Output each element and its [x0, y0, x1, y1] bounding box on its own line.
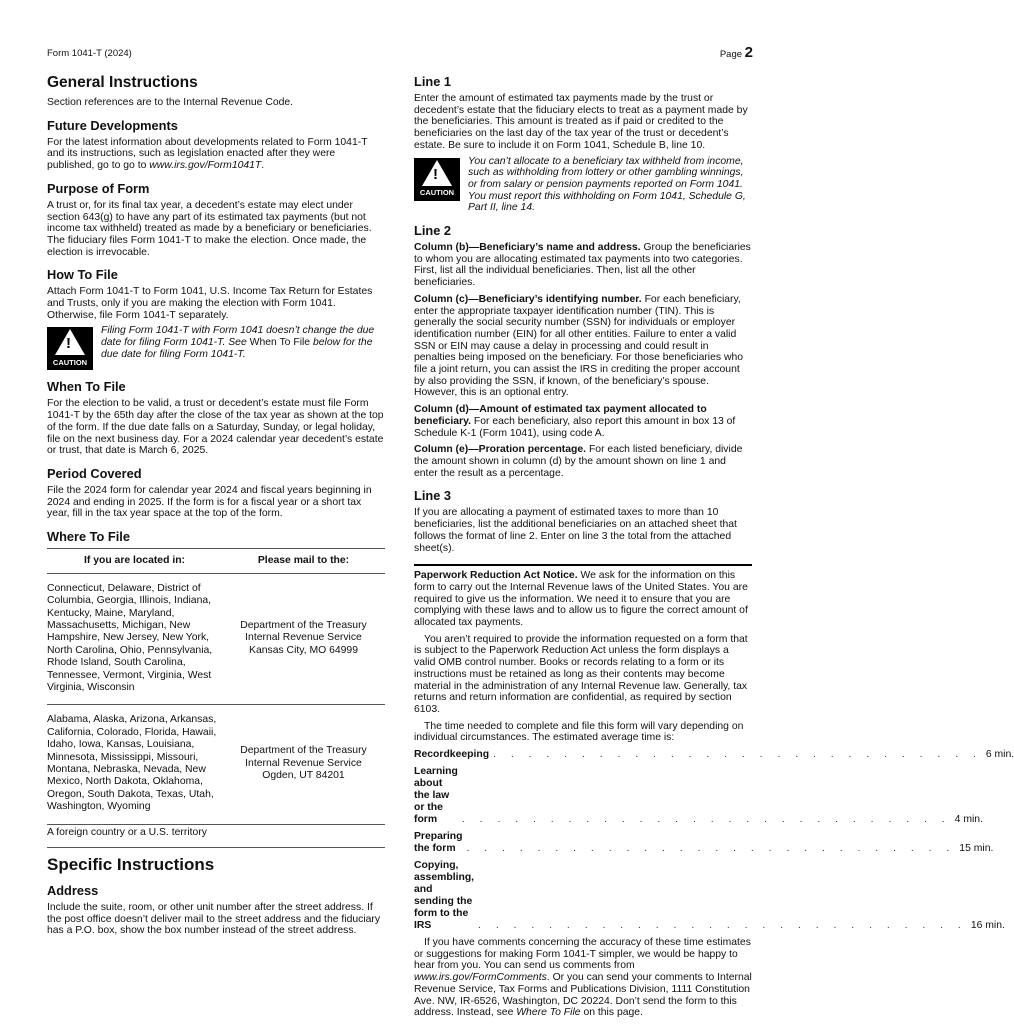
pra-paragraph-2: You aren’t required to provide the information requested on a form that is subject to the Paperwork Reduction Act unless the form displays a valid OMB control number. Books or records relating to a form or its instructions must be retained as long as their contents may become material in the administration of any Internal Revenue law. Generally, tax returns and return information are confidential, as required by section 6103.	[414, 633, 748, 715]
comments-url-link[interactable]: www.irs.gov/FormComments	[414, 972, 547, 984]
general-instructions-heading: General Instructions	[47, 74, 198, 91]
caution-icon: ! CAUTION	[414, 158, 460, 201]
address-heading: Address	[47, 883, 99, 899]
states-cell: Connecticut, Delaware, District of Columbia, Georgia, Illinois, Indiana, Kentucky, Maine, Maryland, Massachusetts, Michigan, New Hampshire, New Jersey, New York, North Carolina, Ohio, Pennsylvania, Rhode Island, South Carolina, Tennessee, Vermont, Virginia, West Virginia, Wisconsin	[47, 573, 222, 705]
line1-heading: Line 1	[414, 74, 451, 89]
caution-note: Filing Form 1041-T with Form 1041 doesn’t change the due date for filing Form 1041-T. See When To File below for the due date for filing Form 1041-T.	[101, 325, 375, 360]
address-cell: Department of the Treasury Internal Revenue Service Kansas City, MO 64999	[222, 573, 385, 705]
foreign-cell: A foreign country or a U.S. territory	[47, 826, 207, 838]
when-to-file-text: For the election to be valid, a trust or decedent’s estate must file Form 1041-T by the 65th day after the close of the tax year as shown at the top of the form. If the due date falls on a Saturday, Sunday, or legal holiday, file on the next business day. For a 2024 calendar year decedent’s estate or trust, that date is March 6, 2025.	[47, 398, 384, 457]
line1-text: Enter the amount of estimated tax payments made by the trust or decedent’s estate that the fiduciary elects to treat as a payment made by the beneficiaries. This amount is treated as if paid or credited to the beneficiaries on the last day of the tax year of the trust or decedent’s estate. Be sure to include it on Form 1041, Schedule B, line 10.	[414, 93, 748, 151]
purpose-text: A trust or, for its final tax year, a decedent’s estate may elect under section 643(g) to have any part of its estimated tax payments (but not income tax withheld) treated as made by a beneficiary or beneficiaries. The fiduciary files Form 1041-T to make the election. Once made, the election is irrevocable.	[47, 199, 372, 258]
address-text: Include the suite, room, or other unit number after the street address. If the post office doesn’t deliver mail to the street address and the fiduciary has a P.O. box, show the box number instead of the street address.	[47, 902, 381, 937]
left-column	[47, 70, 385, 941]
table-row	[47, 705, 385, 824]
caution-note: You can’t allocate to a beneficiary tax withheld from income, such as withholding from lottery or other gambling winnings, or from salary or pension payments reported on Form 1041. You must report this withholding on Form 1041, Schedule G, Part II, line 14.	[468, 155, 746, 214]
how-to-file-text: Attach Form 1041-T to Form 1041, U.S. Income Tax Return for Estates and Trusts, only if you are making the election with Form 1041. Otherwise, file Form 1041-T separately.	[47, 286, 373, 321]
line3-heading: Line 3	[414, 488, 451, 504]
mailing-address-table	[47, 548, 385, 847]
states-cell: Alabama, Alaska, Arizona, Arkansas, California, Colorado, Florida, Hawaii, Idaho, Iowa, Kansas, Louisiana, Minnesota, Mississippi, Missouri, Montana, Nebraska, Nevada, New Mexico, North Dakota, Oklahoma, Oregon, South Dakota, Texas, Utah, Washington, Wyoming	[47, 705, 222, 824]
caution-block	[47, 325, 385, 370]
caution-block	[414, 156, 752, 215]
address-cell: Department of the Treasury Internal Revenue Service Ogden, UT 84201	[222, 705, 385, 824]
column-header-located: If you are located in:	[47, 549, 222, 574]
general-instructions-text: Section references are to the Internal Revenue Code.	[47, 97, 294, 108]
table-row	[47, 824, 385, 847]
when-to-file-heading: When To File	[47, 379, 126, 395]
where-to-file-heading: Where To File	[47, 529, 130, 545]
column-d-text: Column (d)—Amount of estimated tax payment allocated to beneficiary. For each beneficiary, also report this amount in box 13 of Schedule K-1 (Form 1041), using code A.	[414, 404, 736, 439]
column-b-text: Column (b)—Beneficiary’s name and address. Group the beneficiaries to whom you are allocating estimated tax payments into two categories. First, list all the individual beneficiaries. Then, list all the other beneficiaries.	[414, 242, 751, 289]
column-header-mail: Please mail to the:	[222, 549, 385, 574]
caution-icon: ! CAUTION	[47, 327, 93, 370]
line2-heading: Line 2	[414, 223, 451, 239]
pra-text: Paperwork Reduction Act Notice. We ask for the information on this form to carry out the Internal Revenue laws of the United States. You are required to give us the information. We need it to ensure that you are complying with these laws and to allow us to figure the correct amount of allocated tax payments.	[414, 570, 748, 629]
period-covered-heading: Period Covered	[47, 465, 142, 481]
future-developments-heading: Future Developments	[47, 117, 178, 133]
time-row: Preparing the form . . . . . . . . . . . . . . . . . . . . . . . . . . . . 15 min.	[414, 831, 994, 855]
column-c-text: Column (c)—Beneficiary’s identifying number. For each beneficiary, enter the appropriate taxpayer identification number (TIN). This is generally the social security number (SSN) for individuals or employer identification number (EIN) for all other entities. Failure to enter a valid SSN or EIN may cause a delay in processing and could result in penalties being imposed on the beneficiary. For those beneficiaries who file a joint return, you can assist the IRS in crediting the proper account by also providing the SSN, if known, of the beneficiary’s spouse. However, this is an optional entry.	[414, 293, 744, 399]
how-to-file-heading: How To File	[47, 267, 118, 283]
table-row	[47, 573, 385, 705]
comments-text: If you have comments concerning the accuracy of these time estimates or suggestions for making Form 1041-T simpler, we would be happy to hear from you. You can send us comments from www.irs.gov/FormComments. Or you can send your comments to Internal Revenue Service, Tax Forms and Publications Division, 1111 Constitution Ave. NW, IR-6526, Washington, DC 20224. Don’t send the form to this address. Instead, see Where To File on this page.	[414, 937, 752, 1019]
future-url-link[interactable]: www.irs.gov/Form1041T	[149, 160, 262, 172]
where-to-file-link[interactable]: Where To File	[516, 1007, 581, 1019]
page-number: 2	[744, 44, 753, 61]
page-label: Page 2	[719, 44, 753, 61]
line3-text: If you are allocating a payment of estimated taxes to more than 10 beneficiaries, list the additional beneficiaries on an attached sheet that follows the format of line 2. Enter on line 3 the total from the attached sheet(s).	[414, 507, 737, 554]
future-developments-text: For the latest information about developments related to Form 1041-T and its instructions, such as legislation enacted after they were published, go to go to www.irs.gov/Form1041T.	[47, 136, 368, 172]
time-row: Copying, assembling, and sending the form to the IRS . . . . . . . . . . . . . . . . . . . . . . . . . . . . 16 min.	[414, 860, 1005, 932]
specific-instructions-heading: Specific Instructions	[47, 847, 385, 874]
time-row: Learning about the law or the form . . . . . . . . . . . . . . . . . . . . . . . . . . . . 4 min.	[414, 766, 983, 826]
page-header	[47, 44, 753, 64]
pra-paragraph-3: The time needed to complete and file this form will vary depending on individual circumstances. The estimated average time is:	[414, 720, 744, 744]
column-e-text: Column (e)—Proration percentage. For each listed beneficiary, divide the amount shown in column (d) by the amount shown on line 1 and enter the result as a percentage.	[414, 444, 743, 479]
right-column	[414, 70, 1014, 1023]
form-label: Form 1041-T (2024)	[47, 48, 132, 59]
purpose-heading: Purpose of Form	[47, 180, 150, 196]
time-row: Recordkeeping . . . . . . . . . . . . . . . . . . . . . . . . . . . . 6 min.	[414, 749, 1014, 761]
period-covered-text: File the 2024 form for calendar year 2024 and fiscal years beginning in 2024 and ending in 2025. If the form is for a fiscal year or a short tax year, fill in the tax year space at the top of the form.	[47, 484, 372, 520]
paperwork-notice	[414, 564, 1014, 1019]
